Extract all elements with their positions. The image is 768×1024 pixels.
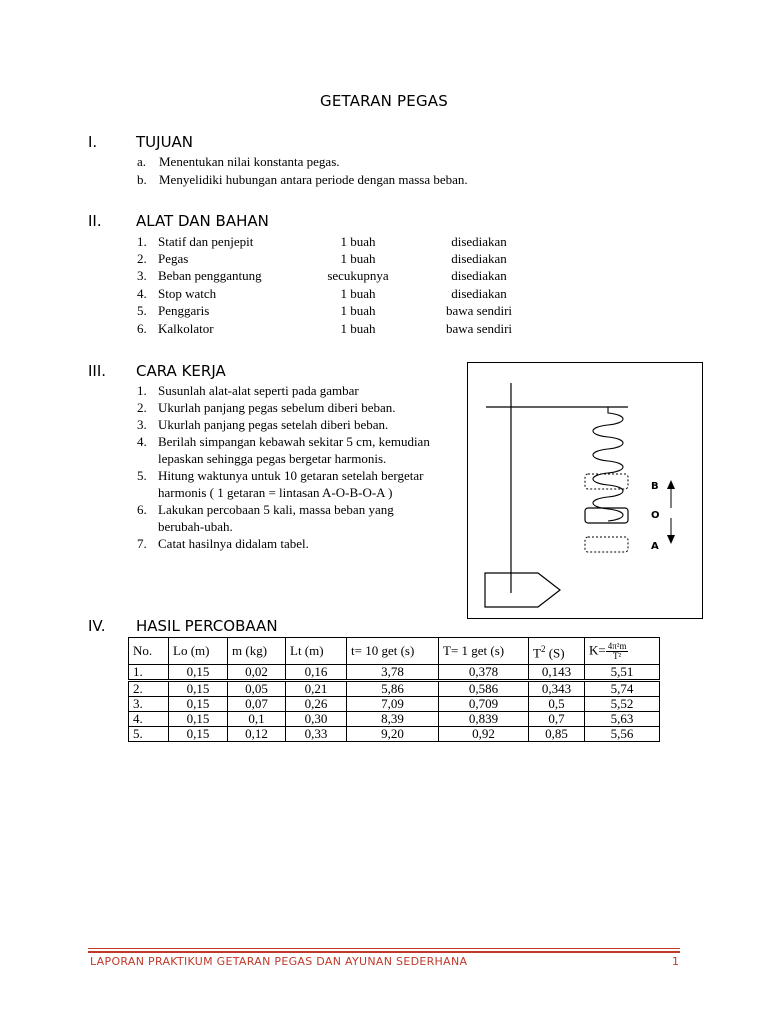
- equipment-row: [137, 286, 537, 303]
- table-cell: 0,07: [228, 697, 286, 712]
- list-marker: a.: [137, 154, 147, 169]
- equipment-note: disediakan: [451, 286, 507, 301]
- step-text: Ukurlah panjang pegas sebelum diberi beban.: [158, 400, 396, 415]
- table-cell: 0,839: [439, 712, 529, 727]
- spring-apparatus-figure: [467, 362, 703, 619]
- table-cell: 0,343: [529, 681, 585, 697]
- k-symbol: K=: [589, 641, 606, 657]
- table-cell: 5,51: [585, 665, 660, 681]
- procedure-step: [137, 433, 430, 467]
- list-text: Menentukan nilai konstanta pegas.: [159, 154, 340, 169]
- step-text: Catat hasilnya didalam tabel.: [158, 536, 309, 551]
- table-cell: 5.: [129, 727, 169, 742]
- page-number: 1: [672, 955, 679, 968]
- equipment-note: bawa sendiri: [445, 321, 513, 336]
- equipment-name: Kalkolator: [158, 321, 214, 336]
- procedure-step: [137, 382, 457, 399]
- col-header-t2: [529, 638, 585, 665]
- step-text: Berilah simpangan kebawah sekitar 5 cm, kemudian lepaskan sehingga pegas bergetar harmonis.: [158, 434, 430, 466]
- table-cell: 0,586: [439, 681, 529, 697]
- equipment-name: Stop watch: [158, 286, 217, 301]
- table-row: [129, 665, 660, 681]
- spring-diagram: [468, 363, 704, 620]
- section-heading-alat: [88, 212, 269, 230]
- list-marker: 4.: [137, 434, 147, 449]
- table-cell: 0,7: [529, 712, 585, 727]
- mass-position-o: [585, 508, 628, 523]
- table-cell: 5,56: [585, 727, 660, 742]
- list-marker: 2.: [137, 400, 147, 415]
- table-cell: 3,78: [347, 665, 439, 681]
- list-marker: 3.: [137, 268, 147, 283]
- k-formula: [606, 642, 629, 661]
- step-text: Lakukan percobaan 5 kali, massa beban yang berubah-ubah.: [158, 502, 394, 534]
- equipment-name: Penggaris: [158, 303, 210, 318]
- list-marker: 5.: [137, 303, 147, 318]
- footer-rule-thick: [88, 951, 680, 953]
- results-table: [128, 637, 660, 742]
- table-cell: 0,85: [529, 727, 585, 742]
- table-cell: 0,16: [286, 665, 347, 681]
- table-cell: 4.: [129, 712, 169, 727]
- list-marker: 1.: [137, 234, 147, 249]
- equipment-name: Beban penggantung: [158, 268, 262, 283]
- table-row: [129, 712, 660, 727]
- table-cell: 0,33: [286, 727, 347, 742]
- table-cell: 0,15: [169, 712, 228, 727]
- table-cell: 0,143: [529, 665, 585, 681]
- table-cell: 5,86: [347, 681, 439, 697]
- table-cell: 8,39: [347, 712, 439, 727]
- section-title: TUJUAN: [136, 133, 194, 151]
- table-cell: 7,09: [347, 697, 439, 712]
- section-title: CARA KERJA: [136, 362, 226, 380]
- col-header: Lo (m): [169, 638, 228, 665]
- table-cell: 0,30: [286, 712, 347, 727]
- procedure-step: [137, 416, 457, 433]
- equipment-qty: secukupnya: [327, 268, 389, 283]
- list-marker: 3.: [137, 417, 147, 432]
- equipment-note: disediakan: [451, 268, 507, 283]
- t-symbol: T: [533, 645, 541, 661]
- table-cell: 0,26: [286, 697, 347, 712]
- equipment-note: bawa sendiri: [445, 303, 513, 318]
- list-marker: 1.: [137, 383, 147, 398]
- equipment-qty: 1 buah: [340, 321, 376, 336]
- step-text: Susunlah alat-alat seperti pada gambar: [158, 383, 359, 398]
- arrow-up-icon: [667, 480, 675, 489]
- procedure-step: [137, 399, 457, 416]
- table-cell: 0,12: [228, 727, 286, 742]
- equipment-qty: 1 buah: [340, 251, 376, 266]
- table-header-row: [129, 638, 660, 665]
- section-title: ALAT DAN BAHAN: [136, 212, 269, 230]
- procedure-step: [137, 467, 439, 501]
- table-row: [129, 681, 660, 697]
- table-cell: 0,1: [228, 712, 286, 727]
- footer-rule-thin: [88, 948, 680, 949]
- equipment-note: disediakan: [451, 234, 507, 249]
- k-denominator: T²: [613, 650, 622, 661]
- label-o: O: [651, 510, 660, 521]
- table-cell: 0,15: [169, 681, 228, 697]
- list-marker: 6.: [137, 502, 147, 517]
- list-marker: 7.: [137, 536, 147, 551]
- section-number: III.: [88, 362, 107, 380]
- mass-position-a: [585, 537, 628, 552]
- table-cell: 5,74: [585, 681, 660, 697]
- table-cell: 0,15: [169, 665, 228, 681]
- table-cell: 5,63: [585, 712, 660, 727]
- table-cell: 0,5: [529, 697, 585, 712]
- equipment-row: [137, 321, 537, 338]
- t2-superscript: 2: [540, 643, 546, 654]
- table-cell: 3.: [129, 697, 169, 712]
- footer-title: LAPORAN PRAKTIKUM GETARAN PEGAS DAN AYUNAN SEDERHANA: [90, 955, 468, 968]
- page-title: GETARAN PEGAS: [320, 92, 448, 110]
- table-cell: 2.: [129, 681, 169, 697]
- section-number: II.: [88, 212, 102, 230]
- equipment-name: Pegas: [158, 251, 189, 266]
- step-text: Ukurlah panjang pegas setelah diberi beban.: [158, 417, 389, 432]
- list-text: Menyelidiki hubungan antara periode dengan massa beban.: [159, 172, 468, 187]
- section-heading-tujuan: [88, 133, 193, 151]
- equipment-row: [137, 251, 537, 268]
- section-heading-cara: [88, 362, 226, 380]
- arrow-down-icon: [667, 535, 675, 544]
- list-marker: b.: [137, 172, 147, 187]
- label-a: A: [651, 541, 659, 552]
- table-cell: 0,92: [439, 727, 529, 742]
- label-b: B: [651, 481, 659, 492]
- section-title: HASIL PERCOBAAN: [136, 617, 278, 635]
- k-numerator: 4π²m: [607, 640, 627, 651]
- procedure-step: [137, 535, 457, 552]
- equipment-note: disediakan: [451, 251, 507, 266]
- table-cell: 5,52: [585, 697, 660, 712]
- table-row: [129, 697, 660, 712]
- procedure-list: [137, 382, 457, 552]
- table-cell: 0,05: [228, 681, 286, 697]
- table-cell: 1.: [129, 665, 169, 681]
- table-cell: 0,378: [439, 665, 529, 681]
- table-cell: 0,15: [169, 727, 228, 742]
- equipment-qty: 1 buah: [340, 234, 376, 249]
- equipment-row: [137, 234, 537, 251]
- procedure-step: [137, 501, 443, 535]
- t2-unit: (S): [548, 645, 565, 661]
- col-header: T= 1 get (s): [439, 638, 529, 665]
- equipment-qty: 1 buah: [340, 303, 376, 318]
- col-header-k: [585, 638, 660, 665]
- table-cell: 0,02: [228, 665, 286, 681]
- list-marker: 6.: [137, 321, 147, 336]
- table-cell: 0,15: [169, 697, 228, 712]
- section-heading-hasil: [88, 617, 278, 635]
- table-cell: 9,20: [347, 727, 439, 742]
- section-number: I.: [88, 133, 98, 151]
- table-cell: 0,21: [286, 681, 347, 697]
- col-header: No.: [129, 638, 169, 665]
- list-marker: 2.: [137, 251, 147, 266]
- equipment-name: Statif dan penjepit: [158, 234, 254, 249]
- spring-coil: [593, 407, 623, 521]
- section-number: IV.: [88, 617, 106, 635]
- mass-position-b: [585, 474, 628, 489]
- list-marker: 5.: [137, 468, 147, 483]
- equipment-row: [137, 268, 537, 285]
- equipment-row: [137, 303, 537, 320]
- col-header: m (kg): [228, 638, 286, 665]
- table-cell: 0,709: [439, 697, 529, 712]
- table-row: [129, 727, 660, 742]
- col-header: Lt (m): [286, 638, 347, 665]
- stand-base: [485, 573, 560, 607]
- step-text: Hitung waktunya untuk 10 getaran setelah bergetar harmonis ( 1 getaran = lintasan A-O-B-O-A ): [158, 468, 424, 500]
- equipment-qty: 1 buah: [340, 286, 376, 301]
- col-header: t= 10 get (s): [347, 638, 439, 665]
- list-marker: 4.: [137, 286, 147, 301]
